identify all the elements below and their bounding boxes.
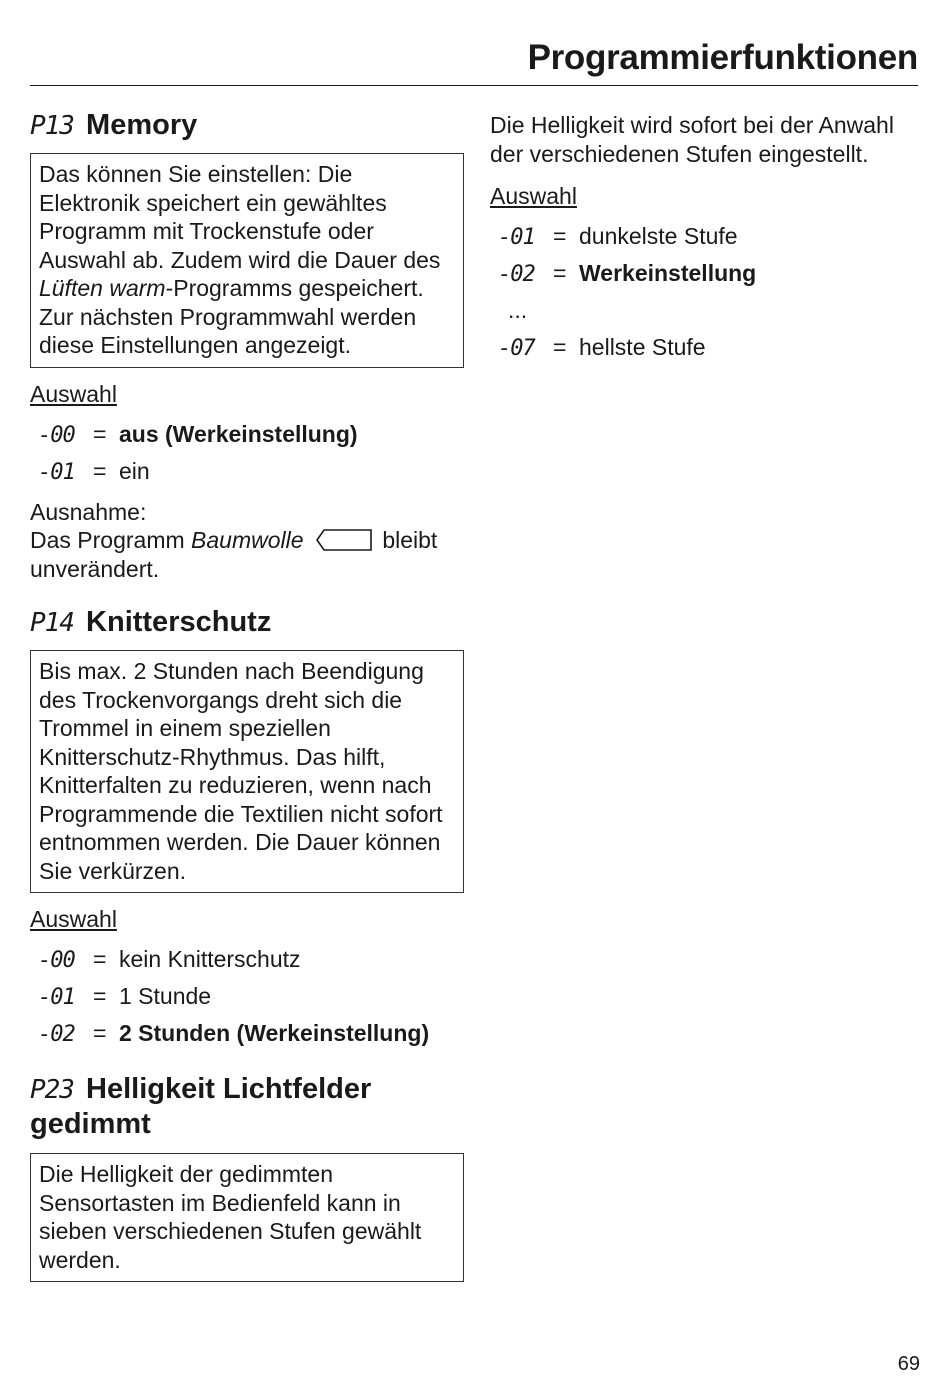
- selection-label-p23: Auswahl: [490, 183, 577, 209]
- program-code-p14: P14: [30, 608, 74, 638]
- option-list-p14: [30, 941, 464, 1052]
- exception-program-name: Baumwolle: [191, 527, 304, 553]
- option-code: -00: [38, 422, 75, 448]
- section-title-p13: Memory: [86, 109, 198, 141]
- option-code: -01: [38, 459, 75, 485]
- section-heading-p23: [30, 1072, 450, 1141]
- option-equals: =: [553, 260, 567, 286]
- option-description: Werkeinstellung: [579, 260, 757, 286]
- option-row: [30, 1015, 464, 1052]
- option-code: -02: [498, 262, 535, 287]
- option-list-p23: [490, 218, 920, 366]
- page-title: Programmierfunktionen: [527, 38, 918, 77]
- info-text-p13: Das können Sie einstellen: Die Elektronik speichert ein gewähltes Programm mit Trockenstufe oder Auswahl ab. Zudem wird die Dauer des: [39, 161, 441, 273]
- selection-label-p14: Auswahl: [30, 906, 117, 932]
- option-row: [490, 218, 920, 255]
- option-equals: =: [93, 420, 107, 447]
- option-code: -07: [498, 336, 535, 361]
- section-title-p23: Helligkeit Lichtfelder gedimmt: [30, 1073, 372, 1140]
- option-description: aus (Werkeinstellung): [119, 420, 358, 447]
- info-box-p23: [30, 1153, 464, 1282]
- option-equals: =: [553, 223, 567, 249]
- option-code: -01: [498, 225, 535, 250]
- option-equals: =: [93, 946, 107, 972]
- option-description: dunkelste Stufe: [579, 223, 738, 249]
- left-column: [30, 108, 464, 1282]
- option-equals: =: [93, 983, 107, 1009]
- continuation-text-p23: Die Helligkeit wird sofort bei der Anwahl der verschiedenen Stufen eingestellt.: [490, 112, 894, 167]
- option-code: -01: [38, 985, 75, 1010]
- info-box-p13: [30, 153, 464, 368]
- program-code-p13: P13: [30, 111, 74, 141]
- info-text-p23: Die Helligkeit der gedimmten Sensortasten im Bedienfeld kann in sieben verschiedenen Stufen gewählt werden.: [39, 1161, 422, 1273]
- cotton-program-icon: [316, 529, 372, 551]
- option-description: 2 Stunden (Werkeinstellung): [119, 1020, 430, 1046]
- program-code-p23: P23: [30, 1075, 74, 1105]
- option-equals: =: [93, 1020, 107, 1046]
- info-box-p14: [30, 650, 464, 893]
- section-heading-p14: [30, 605, 464, 640]
- option-equals: =: [93, 457, 107, 484]
- option-code: -00: [38, 948, 75, 973]
- page-header: [30, 36, 918, 86]
- right-column: [490, 111, 920, 366]
- option-row: [30, 941, 464, 978]
- option-row: [490, 255, 920, 292]
- option-description: hellste Stufe: [579, 334, 706, 360]
- exception-text-start: Das Programm: [30, 527, 192, 553]
- exception-text: [30, 526, 464, 583]
- exception-text-end: bleibt unverändert.: [30, 527, 438, 582]
- option-list-p13: [30, 416, 464, 490]
- info-italic-p13: Lüften warm: [39, 275, 166, 301]
- option-row: [30, 453, 464, 490]
- option-description: 1 Stunde: [119, 983, 212, 1009]
- info-text-p14: Bis max. 2 Stunden nach Beendigung des Trockenvorgangs dreht sich die Trommel in einem speziellen Knitterschutz-Rhythmus. Das hilft, Knitterfalten zu reduzieren, wenn nach Programmende die Textilien nicht sofort entnommen werden. Die Dauer können Sie verkürzen.: [39, 658, 443, 884]
- section-title-p14: Knitterschutz: [86, 606, 272, 638]
- exception-label: Ausnahme:: [30, 498, 147, 525]
- selection-label-p13: Auswahl: [30, 380, 117, 407]
- option-description: ein: [119, 457, 150, 484]
- page-number: 69: [897, 1353, 920, 1375]
- option-equals: =: [553, 334, 567, 360]
- option-code: -02: [38, 1022, 75, 1047]
- option-ellipsis: ...: [508, 297, 528, 323]
- info-text-p13-end: -Programms gespeichert. Zur nächsten Programmwahl werden diese Einstellungen angezeigt.: [39, 275, 424, 358]
- section-heading-p13: [30, 108, 464, 143]
- option-row: [30, 416, 464, 453]
- option-description: kein Knitterschutz: [119, 946, 301, 972]
- option-row: [30, 978, 464, 1015]
- option-row: [490, 329, 920, 366]
